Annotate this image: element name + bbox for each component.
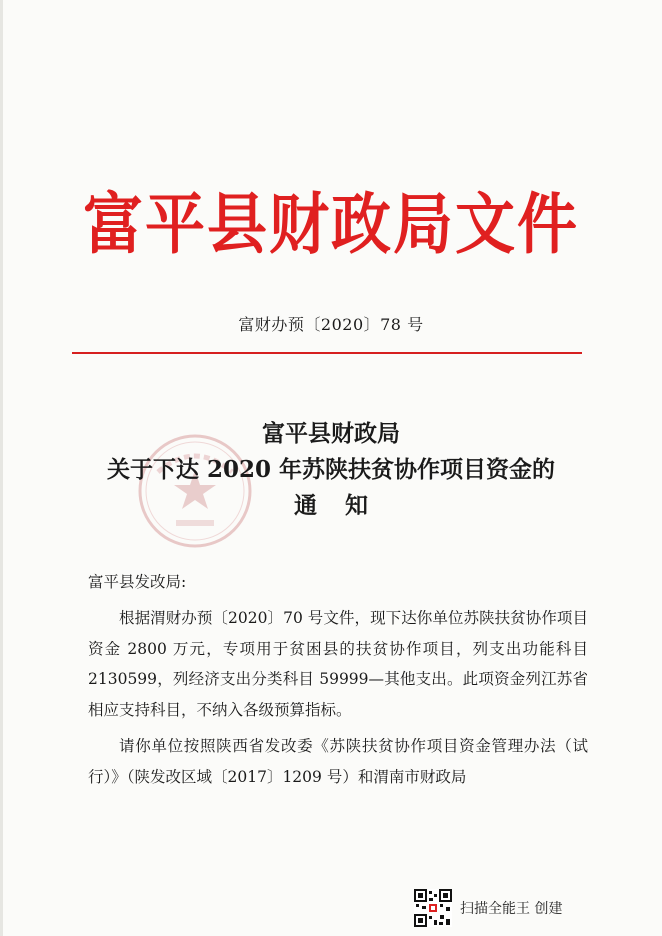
- red-divider-line: [72, 352, 582, 354]
- qr-code-icon: [414, 889, 452, 927]
- notice-title: [0, 416, 662, 524]
- addressee: 富平县发改局:: [88, 573, 187, 591]
- scanner-watermark: [414, 888, 562, 928]
- document-number: 富财办预〔2020〕78 号: [238, 315, 424, 334]
- notice-issuer: 富平县财政局: [262, 420, 400, 447]
- body-text: [88, 603, 588, 792]
- notice-subject: 关于下达 2020 年苏陕扶贫协作项目资金的: [106, 456, 556, 483]
- scanner-watermark-label: 扫描全能王 创建: [460, 901, 563, 917]
- body-paragraph-1: 根据渭财办预〔2020〕70 号文件，现下达你单位苏陕扶贫协作项目资金 2800 万元，专项用于贫困县的扶贫协作项目，列支出功能科目 2130599，列经济支出分类科目 59999—其他支出。此项资金列江苏省相应支持科目，不纳入各级预算指标。: [88, 609, 588, 719]
- body-paragraph-2: 请你单位按照陕西省发改委《苏陕扶贫协作项目资金管理办法（试行）》（陕发改区域〔2017〕1209 号）和渭南市财政局: [88, 737, 588, 786]
- red-header-title: 富平县财政局文件: [83, 186, 579, 264]
- notice-type: 通知: [294, 492, 396, 519]
